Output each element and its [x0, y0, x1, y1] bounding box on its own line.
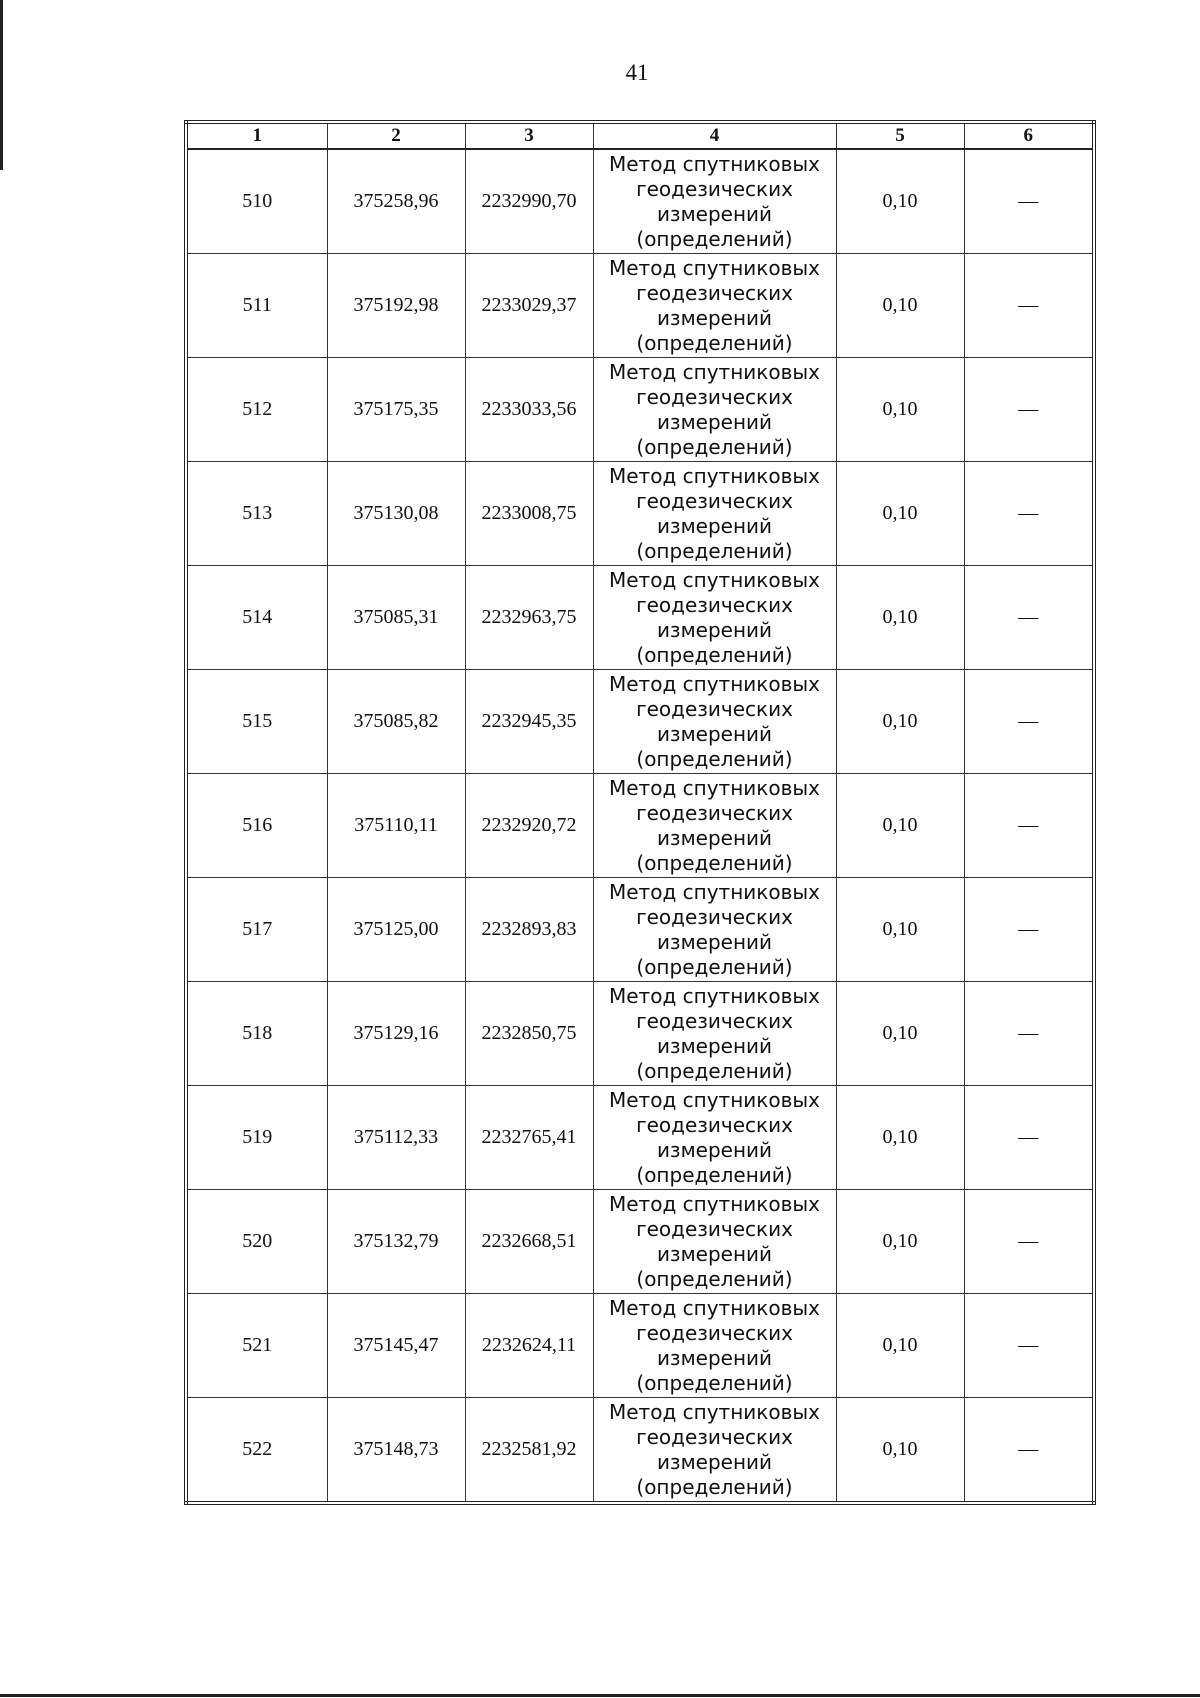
method-line: измерений: [656, 1345, 773, 1370]
method-line: геодезических: [636, 696, 793, 721]
note-cell: —: [964, 774, 1094, 878]
method-line: измерений: [656, 929, 773, 954]
point-number-cell: 517: [186, 878, 327, 982]
x-coordinate-cell: 375085,31: [327, 566, 465, 670]
note-cell: —: [964, 878, 1094, 982]
accuracy-cell: 0,10: [836, 1398, 964, 1504]
method-line: (определений): [636, 434, 793, 459]
point-number-cell: 518: [186, 982, 327, 1086]
method-line: (определений): [636, 1474, 793, 1499]
y-coordinate-cell: 2232765,41: [465, 1086, 593, 1190]
column-header-4: 4: [593, 122, 836, 149]
method-line: (определений): [636, 226, 793, 251]
method-line: Метод спутниковых: [609, 983, 820, 1008]
coordinates-table: [184, 120, 1096, 1505]
method-line: Метод спутниковых: [609, 463, 820, 488]
method-cell: [593, 982, 836, 1086]
method-line: Метод спутниковых: [609, 151, 820, 176]
y-coordinate-cell: 2232581,92: [465, 1398, 593, 1504]
point-number-cell: 516: [186, 774, 327, 878]
x-coordinate-cell: 375192,98: [327, 254, 465, 358]
method-cell: [593, 566, 836, 670]
method-line: (определений): [636, 330, 793, 355]
column-header-1: 1: [186, 122, 327, 149]
method-line: Метод спутниковых: [609, 879, 820, 904]
accuracy-cell: 0,10: [836, 1190, 964, 1294]
method-line: геодезических: [636, 1008, 793, 1033]
note-cell: —: [964, 1398, 1094, 1504]
note-cell: —: [964, 670, 1094, 774]
table-body: [186, 149, 1094, 1503]
x-coordinate-cell: 375130,08: [327, 462, 465, 566]
method-line: (определений): [636, 642, 793, 667]
accuracy-cell: 0,10: [836, 1294, 964, 1398]
method-line: Метод спутниковых: [609, 1087, 820, 1112]
method-cell: [593, 878, 836, 982]
method-line: геодезических: [636, 904, 793, 929]
method-line: (определений): [636, 1162, 793, 1187]
method-line: измерений: [656, 721, 773, 746]
column-header-5: 5: [836, 122, 964, 149]
table-row: [186, 878, 1094, 982]
method-cell: [593, 462, 836, 566]
method-line: измерений: [656, 409, 773, 434]
table-row: [186, 149, 1094, 254]
method-line: (определений): [636, 1266, 793, 1291]
y-coordinate-cell: 2233033,56: [465, 358, 593, 462]
method-cell: [593, 254, 836, 358]
method-line: Метод спутниковых: [609, 1295, 820, 1320]
method-line: геодезических: [636, 488, 793, 513]
method-cell: [593, 1398, 836, 1504]
method-line: измерений: [656, 201, 773, 226]
y-coordinate-cell: 2232945,35: [465, 670, 593, 774]
note-cell: —: [964, 982, 1094, 1086]
table-row: [186, 774, 1094, 878]
note-cell: —: [964, 358, 1094, 462]
x-coordinate-cell: 375110,11: [327, 774, 465, 878]
accuracy-cell: 0,10: [836, 878, 964, 982]
y-coordinate-cell: 2232624,11: [465, 1294, 593, 1398]
method-line: измерений: [656, 825, 773, 850]
note-cell: —: [964, 1294, 1094, 1398]
method-line: (определений): [636, 746, 793, 771]
point-number-cell: 514: [186, 566, 327, 670]
method-line: измерений: [656, 513, 773, 538]
note-cell: —: [964, 1086, 1094, 1190]
note-cell: —: [964, 254, 1094, 358]
method-cell: [593, 1294, 836, 1398]
table-header-row: [186, 122, 1094, 149]
x-coordinate-cell: 375148,73: [327, 1398, 465, 1504]
method-line: геодезических: [636, 384, 793, 409]
method-line: измерений: [656, 1137, 773, 1162]
page-number: 41: [625, 60, 649, 85]
method-line: (определений): [636, 1370, 793, 1395]
y-coordinate-cell: 2232850,75: [465, 982, 593, 1086]
table-row: [186, 1398, 1094, 1504]
note-cell: —: [964, 1190, 1094, 1294]
accuracy-cell: 0,10: [836, 149, 964, 254]
table-row: [186, 254, 1094, 358]
method-line: геодезических: [636, 1320, 793, 1345]
point-number-cell: 510: [186, 149, 327, 254]
scan-edge-bottom: [0, 1694, 1200, 1697]
method-line: Метод спутниковых: [609, 671, 820, 696]
method-line: Метод спутниковых: [609, 567, 820, 592]
table-row: [186, 982, 1094, 1086]
method-line: измерений: [656, 1033, 773, 1058]
point-number-cell: 512: [186, 358, 327, 462]
note-cell: —: [964, 566, 1094, 670]
y-coordinate-cell: 2232990,70: [465, 149, 593, 254]
method-line: геодезических: [636, 176, 793, 201]
y-coordinate-cell: 2232963,75: [465, 566, 593, 670]
method-line: (определений): [636, 1058, 793, 1083]
accuracy-cell: 0,10: [836, 1086, 964, 1190]
x-coordinate-cell: 375085,82: [327, 670, 465, 774]
point-number-cell: 519: [186, 1086, 327, 1190]
y-coordinate-cell: 2233008,75: [465, 462, 593, 566]
column-header-2: 2: [327, 122, 465, 149]
method-line: измерений: [656, 1449, 773, 1474]
method-line: Метод спутниковых: [609, 1399, 820, 1424]
method-line: геодезических: [636, 1112, 793, 1137]
column-header-3: 3: [465, 122, 593, 149]
method-line: измерений: [656, 305, 773, 330]
y-coordinate-cell: 2232668,51: [465, 1190, 593, 1294]
x-coordinate-cell: 375132,79: [327, 1190, 465, 1294]
note-cell: —: [964, 149, 1094, 254]
method-line: измерений: [656, 1241, 773, 1266]
x-coordinate-cell: 375112,33: [327, 1086, 465, 1190]
x-coordinate-cell: 375175,35: [327, 358, 465, 462]
x-coordinate-cell: 375145,47: [327, 1294, 465, 1398]
x-coordinate-cell: 375129,16: [327, 982, 465, 1086]
table-row: [186, 566, 1094, 670]
note-cell: —: [964, 462, 1094, 566]
y-coordinate-cell: 2232893,83: [465, 878, 593, 982]
method-line: (определений): [636, 954, 793, 979]
table-row: [186, 1086, 1094, 1190]
point-number-cell: 513: [186, 462, 327, 566]
method-cell: [593, 149, 836, 254]
point-number-cell: 520: [186, 1190, 327, 1294]
method-line: (определений): [636, 538, 793, 563]
accuracy-cell: 0,10: [836, 358, 964, 462]
point-number-cell: 511: [186, 254, 327, 358]
method-line: геодезических: [636, 1424, 793, 1449]
method-line: Метод спутниковых: [609, 1191, 820, 1216]
method-cell: [593, 1190, 836, 1294]
table-row: [186, 1190, 1094, 1294]
column-header-6: 6: [964, 122, 1094, 149]
method-line: геодезических: [636, 800, 793, 825]
accuracy-cell: 0,10: [836, 670, 964, 774]
method-cell: [593, 774, 836, 878]
method-line: (определений): [636, 850, 793, 875]
table-row: [186, 462, 1094, 566]
point-number-cell: 522: [186, 1398, 327, 1504]
method-cell: [593, 358, 836, 462]
table-row: [186, 670, 1094, 774]
x-coordinate-cell: 375258,96: [327, 149, 465, 254]
method-line: геодезических: [636, 280, 793, 305]
method-line: Метод спутниковых: [609, 359, 820, 384]
table-row: [186, 1294, 1094, 1398]
method-line: Метод спутниковых: [609, 255, 820, 280]
method-line: измерений: [656, 617, 773, 642]
method-line: Метод спутниковых: [609, 775, 820, 800]
point-number-cell: 521: [186, 1294, 327, 1398]
accuracy-cell: 0,10: [836, 982, 964, 1086]
y-coordinate-cell: 2233029,37: [465, 254, 593, 358]
y-coordinate-cell: 2232920,72: [465, 774, 593, 878]
point-number-cell: 515: [186, 670, 327, 774]
x-coordinate-cell: 375125,00: [327, 878, 465, 982]
accuracy-cell: 0,10: [836, 462, 964, 566]
method-cell: [593, 1086, 836, 1190]
method-line: геодезических: [636, 592, 793, 617]
accuracy-cell: 0,10: [836, 774, 964, 878]
method-cell: [593, 670, 836, 774]
accuracy-cell: 0,10: [836, 254, 964, 358]
table-row: [186, 358, 1094, 462]
method-line: геодезических: [636, 1216, 793, 1241]
accuracy-cell: 0,10: [836, 566, 964, 670]
